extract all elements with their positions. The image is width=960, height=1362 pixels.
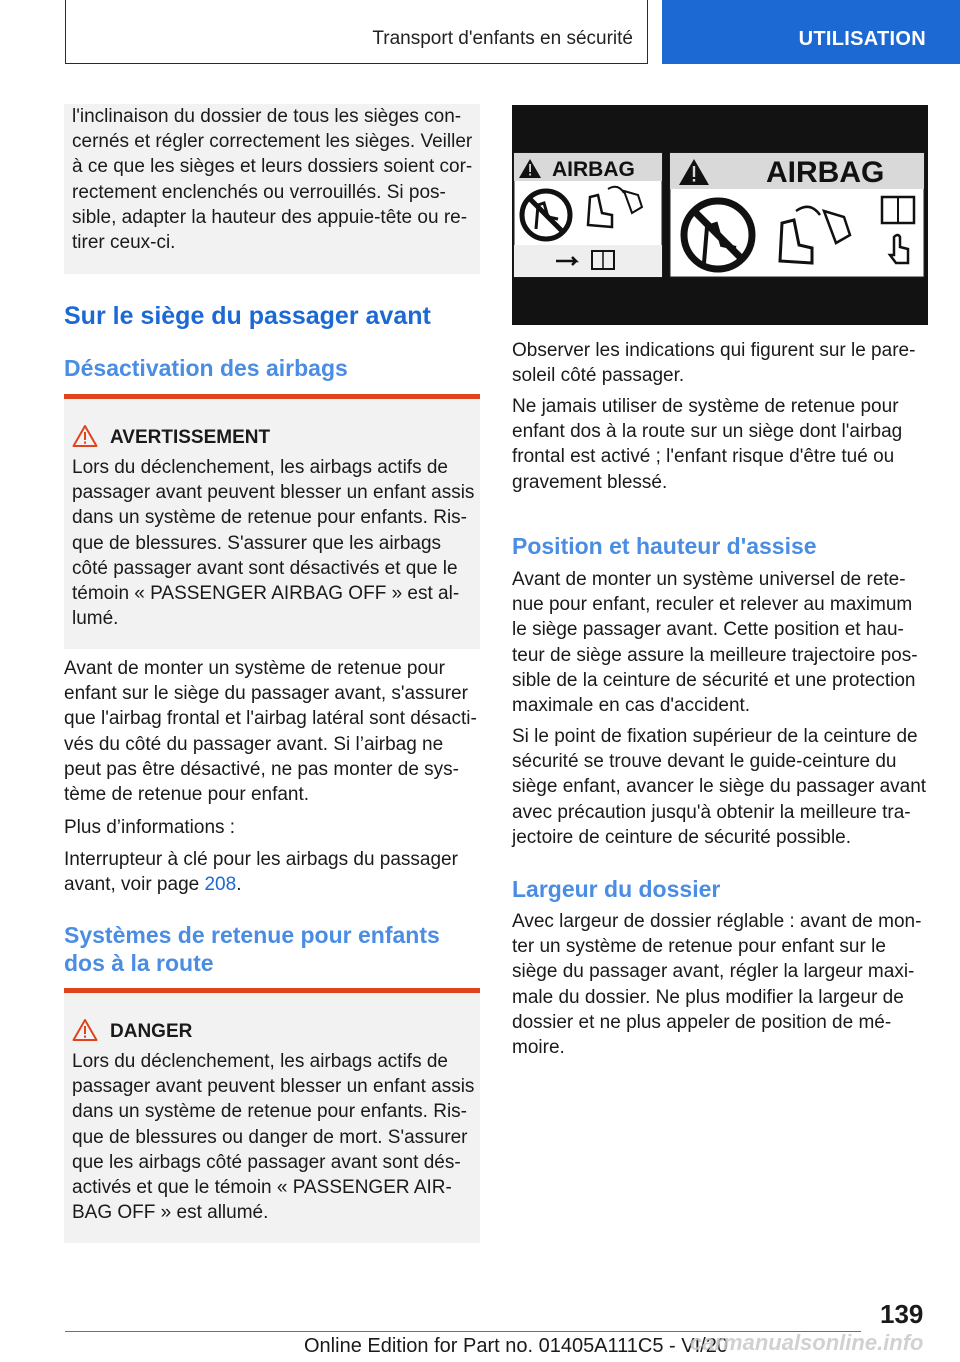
right-paragraph-3: Avant de monter un système universel de rete- nue pour enfant, reculer et relever au maximum le siège passager avant. Cette position et hau- teur de siège assure la meilleure trajectoire pos- sible de la ceinture de sécurité et une protection maximale en cas d'accident. xyxy=(512,569,918,717)
right-paragraph-5: Avec largeur de dossier réglable : avant de mon- ter un système de retenue pour enfant sur le siège du passager avant, régler la largeur maxi- male du dossier. Ne plus modifier la largeur de dossier et ne plus appeler de position de mé- moire. xyxy=(512,911,922,1059)
header-section-title: Transport d'enfants en sécurité xyxy=(372,28,633,49)
airbag-label-large-text: AIRBAG xyxy=(766,156,885,189)
watermark-text: carmanualsonline.info xyxy=(690,1330,924,1355)
danger-title: DANGER xyxy=(110,1021,193,1042)
danger-triangle-icon xyxy=(72,1018,98,1042)
sub-heading-airbag-deactivation: Désactivation des airbags xyxy=(64,355,348,381)
section-heading-passenger-seat: Sur le siège du passager avant xyxy=(64,302,431,330)
warning-box xyxy=(64,394,480,649)
warning-text: Lors du déclenchement, les airbags actifs de passager avant peuvent blesser un enfant assis dans un système de retenue pour enfants. Ris- que de blessures. S'assurer que les airbags côté passager avant sont désactivés et que le témoin « PASSENGER AIRBAG OFF » est al- lumé. xyxy=(72,457,475,630)
warning-title: AVERTISSEMENT xyxy=(110,427,271,448)
footer-edition-text: Online Edition for Part no. 01405A111C5 - VI/20 xyxy=(304,1335,728,1357)
left-paragraph-1: Avant de monter un système de retenue pour enfant sur le siège du passager avant, s'assurer que l'airbag frontal et l'airbag latéral sont désacti- vés du côté du passager avant. Si l’airbag ne peut pas être désactivé, ne pas monter de sys- tème de retenue pour enfant. xyxy=(64,658,477,806)
header-section-tab xyxy=(65,0,648,64)
sub-heading-rear-facing-seats: Systèmes de retenue pour enfants dos à la route xyxy=(64,922,440,976)
page-number: 139 xyxy=(880,1299,924,1329)
page-reference-text: Interrupteur à clé pour les airbags du passager avant, voir page xyxy=(64,849,458,896)
airbag-label-figure xyxy=(512,105,928,325)
intro-box xyxy=(64,104,480,274)
danger-box xyxy=(64,988,480,1243)
airbag-label-illustration xyxy=(512,105,928,325)
page-reference-link[interactable]: 208 xyxy=(204,874,237,896)
right-paragraph-2: Ne jamais utiliser de système de retenue pour enfant dos à la route sur un siège dont l'airbag frontal est activé ; l'enfant risque d'être tué ou gravement blessé. xyxy=(512,396,903,493)
warning-triangle-icon xyxy=(72,424,98,448)
sub-heading-backrest-width: Largeur du dossier xyxy=(512,876,721,902)
intro-text: l'inclinaison du dossier de tous les sièges con- cernés et régler correctement les sièges. Veiller à ce que les sièges et leurs dossiers soient cor- rectement enclenchés ou verrouillés. Si pos- sible, adapter la hauteur des appuie-tête ou re- tirer ceux-ci. xyxy=(72,106,473,254)
airbag-label-small-text: AIRBAG xyxy=(552,158,635,181)
header-chapter-title: UTILISATION xyxy=(798,28,926,50)
left-paragraph-2: Plus d’informations : xyxy=(64,817,236,838)
right-paragraph-1: Observer les indications qui figurent sur le pare- soleil côté passager. xyxy=(512,340,916,387)
right-paragraph-4: Si le point de fixation supérieur de la ceinture de sécurité se trouve devant le guide-ceinture du siège enfant, avancer le siège du passager avant avec précaution jusqu'à obtenir la meilleure tra- jectoire de ceinture de sécurité possible. xyxy=(512,726,927,848)
sub-heading-seat-position: Position et hauteur d'assise xyxy=(512,533,817,559)
left-paragraph-3 xyxy=(64,847,484,897)
header-chapter-tab xyxy=(662,0,960,64)
danger-text: Lors du déclenchement, les airbags actifs de passager avant peuvent blesser un enfant assis dans un système de retenue pour enfants. Ris- que de blessures ou danger de mort. S'assurer que les airbags côté passager avant sont dés- activés et que le témoin « PASSENGER AIR- BAG OFF » est allumé. xyxy=(72,1051,475,1224)
page-reference-suffix: . xyxy=(236,874,242,896)
